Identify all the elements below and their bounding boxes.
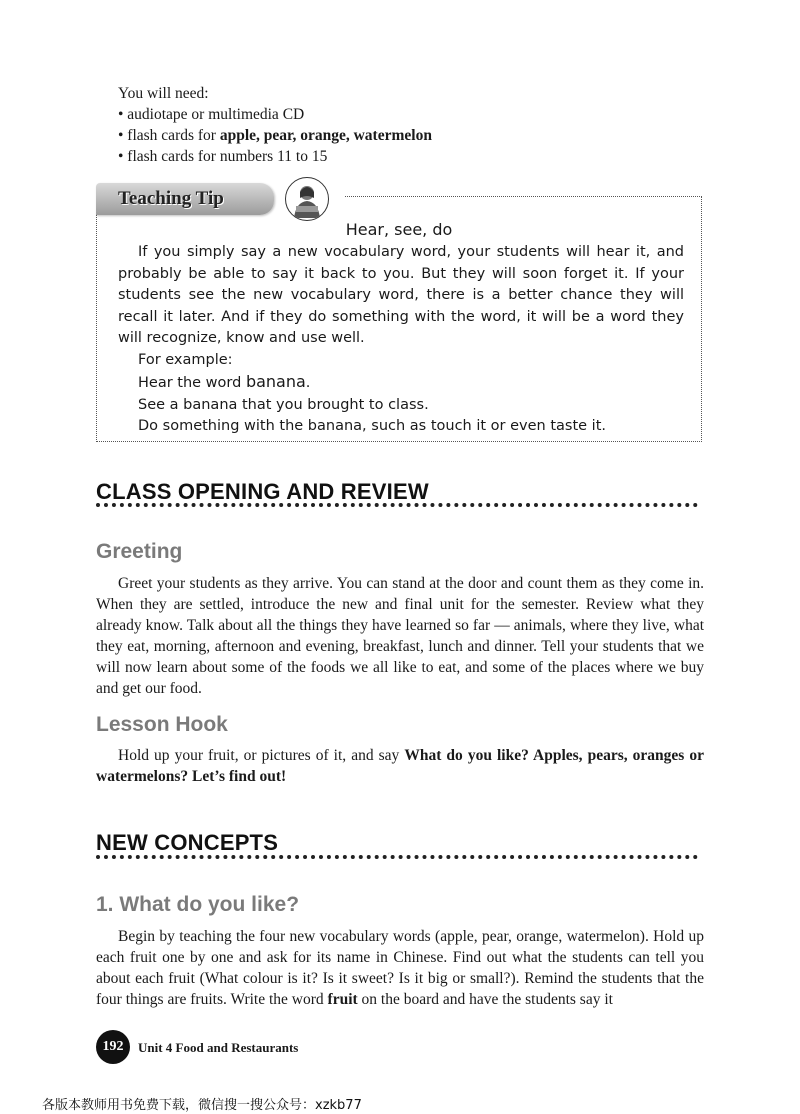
- teaching-tip-body: [118, 242, 684, 438]
- teaching-tip-label: Teaching Tip: [118, 188, 224, 209]
- example-line: Do something with the banana, such as touch it or even taste it.: [138, 418, 606, 434]
- materials-item: • flash cards for apple, pear, orange, watermelon: [118, 127, 432, 144]
- teacher-avatar-icon: [285, 177, 329, 221]
- section-title-class-opening: CLASS OPENING AND REVIEW: [96, 479, 429, 504]
- teaching-tip-border: [345, 196, 702, 197]
- materials-heading: You will need:: [118, 85, 209, 102]
- lesson-hook-text: Hold up your fruit, or pictures of it, and say What do you like? Apples, pears, oranges or watermelons? Let’s find out!: [96, 747, 705, 785]
- greeting-heading: Greeting: [96, 540, 183, 563]
- materials-item: • flash cards for numbers 11 to 15: [118, 148, 328, 165]
- unit-label: Unit 4 Food and Restaurants: [138, 1040, 299, 1055]
- example-line: Hear the word banana.: [138, 372, 311, 391]
- materials-item: • audiotape or multimedia CD: [118, 106, 305, 123]
- example-intro: For example:: [138, 351, 233, 368]
- new-concepts-text: Begin by teaching the four new vocabulary words (apple, pear, orange, watermelon). Hold up each fruit one by one and ask for its name in Chinese. Find out what the students can tell you about each fruit (What colour is it? Is it sweet? Is it big or small?). Remind the students that the four things are fruits. Write the word fruit on the board and have the students say it: [96, 928, 704, 1008]
- teaching-tip-title: Hear, see, do: [345, 220, 453, 239]
- lesson-hook-heading: Lesson Hook: [96, 713, 228, 736]
- section-divider: [96, 855, 698, 859]
- page-number: 192: [96, 1030, 130, 1064]
- greeting-text: Greet your students as they arrive. You can stand at the door and count them as they come in. When they are settled, introduce the new and final unit for the semester. Review what they already know. Talk about all the things they have learned so far — animals, where they live, what they eat, morning, afternoon and evening, breakfast, lunch and dinner. Tell your students that we will now learn about some of the foods we all like to eat, and some of the places where we buy and get our food.: [96, 575, 704, 697]
- example-line: See a banana that you brought to class.: [138, 396, 429, 413]
- section-title-new-concepts: NEW CONCEPTS: [96, 830, 279, 855]
- materials-list: [118, 83, 718, 167]
- section-divider: [96, 503, 698, 507]
- teaching-tip-paragraph: If you simply say a new vocabulary word, your students will hear it, and probably be able to say it back to you. But they will soon forget it. If your students see the new vocabulary word, there is a better chance they will recall it later. And if they do something with the word, it will be a word they will recognize, know and use well.: [118, 244, 684, 346]
- what-do-you-like-heading: 1. What do you like?: [96, 893, 300, 916]
- watermark-text: 各版本教师用书免费下载，微信搜一搜公众号：xzkb77: [42, 1098, 362, 1113]
